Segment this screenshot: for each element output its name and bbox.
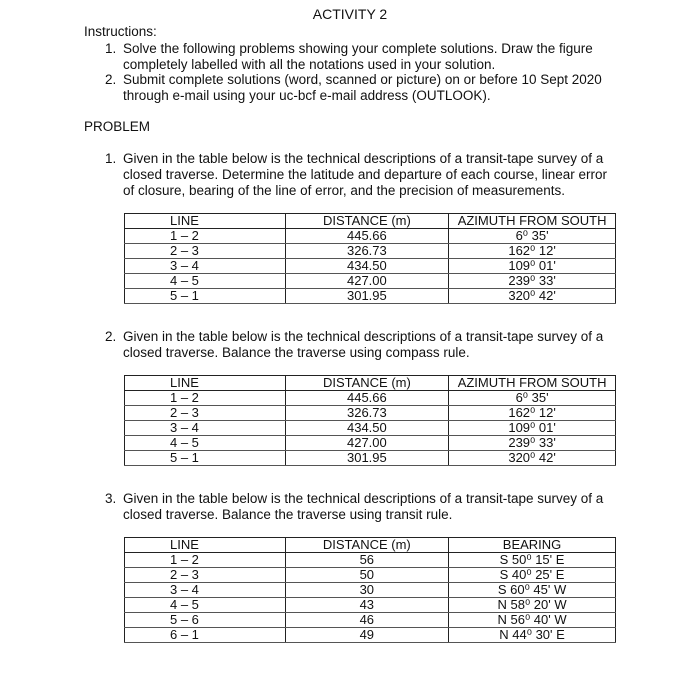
table-row [125, 553, 616, 568]
line-cell: 5 – 1 [125, 451, 286, 466]
problem-3-table [124, 537, 616, 643]
table-row [125, 244, 616, 259]
line-cell: 3 – 4 [125, 583, 286, 598]
page-title: ACTIVITY 2 [312, 6, 388, 22]
table-row [125, 259, 616, 274]
distance-cell: 50 [285, 568, 449, 583]
column-header: LINE [125, 376, 286, 391]
azimuth-cell: 109⁰ 01' [449, 421, 616, 436]
bearing-cell: N 58⁰ 20' W [449, 598, 616, 613]
bearing-cell: N 44⁰ 30' E [449, 628, 616, 643]
table-row [125, 406, 616, 421]
problem-text-line: closed traverse. Balance the traverse using compass rule. [123, 345, 470, 360]
distance-cell: 56 [285, 553, 449, 568]
bearing-cell: N 56⁰ 40' W [449, 613, 616, 628]
azimuth-cell: 320⁰ 42' [449, 289, 616, 304]
bearing-cell: S 60⁰ 45' W [449, 583, 616, 598]
problem-heading: PROBLEM [84, 119, 151, 134]
table-row [125, 451, 616, 466]
distance-cell: 46 [285, 613, 449, 628]
bearing-cell: S 50⁰ 15' E [449, 553, 616, 568]
table-row [125, 274, 616, 289]
distance-cell: 427.00 [285, 436, 449, 451]
azimuth-cell: 320⁰ 42' [449, 451, 616, 466]
problem-text-line: Given in the table below is the technical descriptions of a transit-tape survey of a [123, 329, 604, 344]
line-cell: 3 – 4 [125, 421, 286, 436]
line-cell: 1 – 2 [125, 553, 286, 568]
distance-cell: 326.73 [285, 406, 449, 421]
line-cell: 2 – 3 [125, 244, 286, 259]
line-cell: 5 – 1 [125, 289, 286, 304]
instruction-number: 2. [105, 72, 117, 87]
table-row [125, 598, 616, 613]
table-row [125, 289, 616, 304]
column-header: LINE [125, 214, 286, 229]
line-cell: 2 – 3 [125, 406, 286, 421]
distance-cell: 427.00 [285, 274, 449, 289]
azimuth-cell: 239⁰ 33' [449, 436, 616, 451]
table-row [125, 613, 616, 628]
instructions-heading: Instructions: [84, 24, 157, 39]
table-row [125, 436, 616, 451]
problem-number: 3. [105, 491, 117, 506]
line-cell: 4 – 5 [125, 436, 286, 451]
instruction-text-line: completely labelled with all the notations used in your solution. [123, 57, 496, 72]
problem-text-line: of closure, bearing of the line of error, and the precision of measurements. [123, 183, 565, 198]
table-row [125, 583, 616, 598]
azimuth-cell: 162⁰ 12' [449, 244, 616, 259]
column-header: LINE [125, 538, 286, 553]
table-row [125, 628, 616, 643]
distance-cell: 326.73 [285, 244, 449, 259]
distance-cell: 49 [285, 628, 449, 643]
problem-1-table [124, 213, 616, 304]
azimuth-cell: 162⁰ 12' [449, 406, 616, 421]
column-header: AZIMUTH FROM SOUTH [449, 376, 616, 391]
problem-number: 2. [105, 329, 117, 344]
problem-text-line: Given in the table below is the technical descriptions of a transit-tape survey of a [123, 151, 604, 166]
instruction-text-line: Submit complete solutions (word, scanned or picture) on or before 10 Sept 2020 [123, 72, 602, 87]
table-row [125, 391, 616, 406]
bearing-cell: S 40⁰ 25' E [449, 568, 616, 583]
line-cell: 4 – 5 [125, 598, 286, 613]
distance-cell: 43 [285, 598, 449, 613]
problem-text-line: Given in the table below is the technical descriptions of a transit-tape survey of a [123, 491, 604, 506]
distance-cell: 445.66 [285, 229, 449, 244]
column-header: AZIMUTH FROM SOUTH [449, 214, 616, 229]
problem-2-table [124, 375, 616, 466]
line-cell: 3 – 4 [125, 259, 286, 274]
column-header: BEARING [449, 538, 616, 553]
distance-cell: 301.95 [285, 451, 449, 466]
column-header: DISTANCE (m) [285, 214, 449, 229]
table-row [125, 568, 616, 583]
azimuth-cell: 109⁰ 01' [449, 259, 616, 274]
distance-cell: 30 [285, 583, 449, 598]
table-header-row [125, 376, 616, 391]
problem-number: 1. [105, 151, 117, 166]
line-cell: 1 – 2 [125, 229, 286, 244]
table-row [125, 229, 616, 244]
distance-cell: 445.66 [285, 391, 449, 406]
azimuth-cell: 6⁰ 35' [449, 391, 616, 406]
distance-cell: 434.50 [285, 421, 449, 436]
line-cell: 1 – 2 [125, 391, 286, 406]
azimuth-cell: 239⁰ 33' [449, 274, 616, 289]
line-cell: 5 – 6 [125, 613, 286, 628]
distance-cell: 301.95 [285, 289, 449, 304]
problem-text-line: closed traverse. Balance the traverse using transit rule. [123, 507, 453, 522]
azimuth-cell: 6⁰ 35' [449, 229, 616, 244]
distance-cell: 434.50 [285, 259, 449, 274]
table-header-row [125, 214, 616, 229]
problem-text-line: closed traverse. Determine the latitude and departure of each course, linear error [123, 167, 608, 182]
table-row [125, 421, 616, 436]
line-cell: 4 – 5 [125, 274, 286, 289]
column-header: DISTANCE (m) [285, 376, 449, 391]
table-header-row [125, 538, 616, 553]
instruction-text-line: Solve the following problems showing your complete solutions. Draw the figure [123, 41, 593, 56]
instruction-number: 1. [105, 41, 117, 56]
line-cell: 6 – 1 [125, 628, 286, 643]
instruction-text-line: through e-mail using your uc-bcf e-mail address (OUTLOOK). [123, 88, 491, 103]
column-header: DISTANCE (m) [285, 538, 449, 553]
line-cell: 2 – 3 [125, 568, 286, 583]
